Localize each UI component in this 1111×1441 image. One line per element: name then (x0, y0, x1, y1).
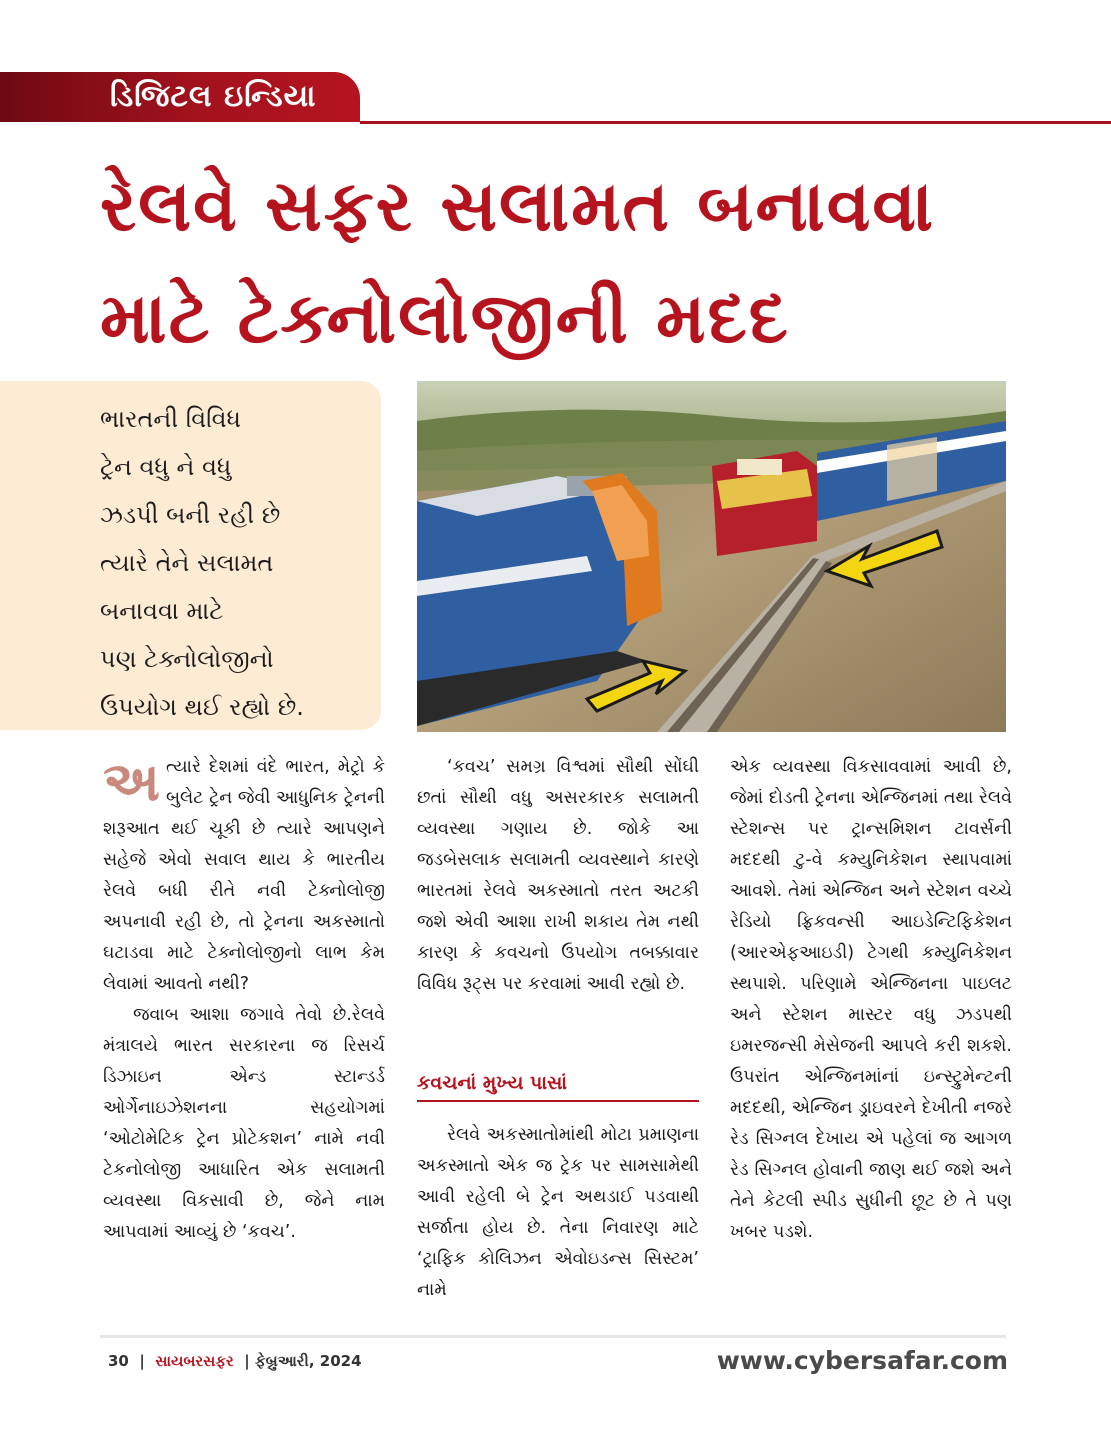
page-number: 30 (108, 1352, 129, 1370)
paragraph: જવાબ આશા જગાવે તેવો છે.રેલવે મંત્રાલયે ભારત સરકારના જ રિસર્ચ ડિઝાઇન એન્ડ સ્ટાન્ડર્ડ ઓર્ગેનાઇઝેશનના સહયોગમાં ‘ઓટોમેટિક ટ્રેન પ્રોટેકશન’ નામે નવી ટેકનોલોજી આધારિત એક સલામતી વ્યવસ્થા વિકસાવી છે, જેને નામ આપવામાં આવ્યું છે ‘કવચ’. (103, 1005, 385, 1242)
paragraph: એક વ્યવસ્થા વિકસાવવામાં આવી છે, જેમાં દોડતી ટ્રેનના એન્જિનમાં તથા રેલવે સ્ટેશન્સ પર ટ્રાન્સમિશન ટાવર્સની મદદથી ટુ-વે કમ્યુનિકેશન સ્થાપવામાં આવશે. તેમાં એન્જિન અને સ્ટેશન વચ્ચે રેડિયો ફ્રિકવન્સી આઇડેન્ટિફિકેશન (આરએફઆઇડી) ટેગથી કમ્યુનિકેશન સ્થપાશે. પરિણામે એન્જિનના પાઇલટ અને સ્ટેશન માસ્ટર વધુ ઝડપથી ઇમરજન્સી મેસેજની આપલે કરી શકશે. ઉપરાંત એન્જિનમાંનાં ઇન્સ્ટ્રુમેન્ટની મદદથી, એન્જિન ડ્રાઇવરને દેખીતી નજરે રેડ સિગ્નલ દેખાય એ પહેલાં જ આગળ રેડ સિગ્નલ હોવાની જાણ થઈ જશે અને તેને કેટલી સ્પીડ સુધીની છૂટ છે તે પણ ખબર પડશે. (730, 757, 1012, 1242)
website-link[interactable]: www.cybersafar.com (716, 1346, 1008, 1375)
section-label: ડિજિટલ ઇન્ડિયા (110, 79, 317, 114)
intro-line: ઉપયોગ થઈ રહ્યો છે. (100, 693, 304, 721)
article-column-2-lower (417, 1120, 699, 1306)
paragraph: રેલવે અકસ્માતોમાંથી મોટા પ્રમાણના અકસ્માતો એક જ ટ્રેક પર સામસામેથી આવી રહેલી બે ટ્રેન અથડાઈ પડવાથી સર્જાતા હોય છે. તેના નિવારણ માટે ‘ટ્રાફિક કોલિઝન એવોઇડન્સ સિસ્ટમ’ નામે (417, 1125, 699, 1300)
intro-line: ભારતની વિવિધ (100, 405, 241, 433)
footer-separator: | (244, 1352, 250, 1370)
issue-date: ફેબ્રુઆરી, 2024 (254, 1352, 362, 1370)
train-photo (417, 381, 1006, 732)
intro-line: ઝડપી બની રહી છે (100, 501, 281, 529)
magazine-name: સાયબરસફર (155, 1352, 234, 1370)
paragraph: ‘કવચ’ સમગ્ર વિશ્વમાં સૌથી સોંઘી છતાં સૌથી વધુ અસરકારક સલામતી વ્યવસ્થા ગણાય છે. જોકે આ જડબેસલાક સલામતી વ્યવસ્થાને કારણે ભારતમાં રેલવે અકસ્માતો તરત અટકી જશે એવી આશા રાખી શકાય તેમ નથી કારણ કે કવચનો ઉપયોગ તબક્કાવાર વિવિધ રૂટ્સ પર કરવામાં આવી રહ્યો છે. (417, 757, 699, 994)
intro-line: ત્યારે તેને સલામત (100, 549, 274, 577)
paragraph-text: ત્યારે દેશમાં વંદે ભારત, મેટ્રો કે બુલેટ ટ્રેન જેવી આધુનિક ટ્રેનની શરૂઆત થઈ ચૂકી છે ત્યારે આપણને સહેજે એવો સવાલ થાય કે ભારતીય રેલવે બધી રીતે નવી ટેક્નોલોજી અપનાવી રહી છે, તો ટ્રેનના અકસ્માતો ઘટાડવા માટે ટેક્નોલોજીનો લાભ કેમ લેવામાં આવતો નથી? (103, 757, 385, 994)
intro-line: પણ ટેક્નોલોજીનો (100, 645, 274, 673)
subhead: કવચનાં મુખ્ય પાસાં (417, 1072, 699, 1102)
intro-line: ટ્રેન વધુ ને વધુ (100, 453, 232, 481)
footer-info (108, 1352, 362, 1370)
article-column-2 (417, 752, 699, 1000)
paragraph (103, 752, 385, 1000)
headline-line-1: રેલવે સફર સલામત બનાવવા (100, 165, 936, 247)
article-column-3 (730, 752, 1012, 1248)
intro-line: બનાવવા માટે (100, 597, 224, 625)
headline (100, 150, 1100, 374)
footer-rule (100, 1335, 1006, 1338)
drop-cap: અ (103, 750, 160, 813)
section-rule (360, 121, 1111, 124)
headline-line-2: માટે ટેક્નોલોજીની મદદ (100, 277, 790, 359)
article-column-1 (103, 752, 385, 1248)
subhead-block (417, 1072, 699, 1102)
intro-text (100, 395, 370, 731)
footer-separator: | (139, 1352, 145, 1370)
